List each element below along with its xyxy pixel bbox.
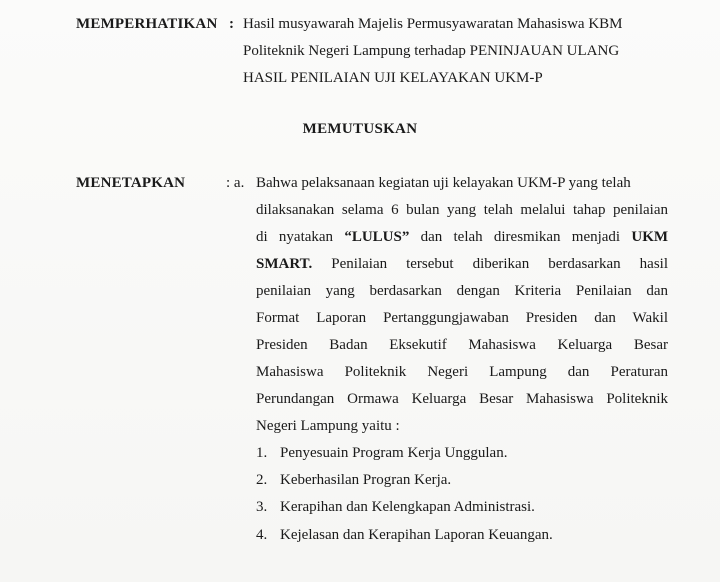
line4-rest: Penilaian tersebut diberikan berdasarkan hasil — [331, 256, 668, 272]
memperhatikan-line-1: Hasil musyawarah Majelis Permusyawaratan Mahasiswa KBM — [243, 16, 623, 32]
list-item-number: 1. — [256, 445, 268, 461]
line3-pre: di nyatakan — [256, 229, 334, 245]
memperhatikan-label: MEMPERHATIKAN — [76, 16, 218, 32]
menetapkan-label: MENETAPKAN — [76, 175, 186, 191]
memutuskan-heading: MEMUTUSKAN — [302, 121, 418, 137]
menetapkan-line-9: Perundangan Ormawa Keluarga Besar Mahasiswa Politeknik — [256, 391, 668, 407]
list-item-text: Penyesuain Program Kerja Unggulan. — [280, 445, 508, 461]
line3-mid: dan telah diresmikan menjadi — [420, 229, 621, 245]
lulus-text: “LULUS” — [344, 229, 410, 245]
menetapkan-colon-item: : a. — [226, 175, 245, 191]
smart-text: SMART. — [256, 256, 313, 272]
memperhatikan-line-2: Politeknik Negeri Lampung terhadap PENINJAUAN ULANG — [243, 43, 620, 59]
menetapkan-line-7: Presiden Badan Eksekutif Mahasiswa Keluarga Besar — [256, 337, 668, 353]
menetapkan-line-4 — [256, 256, 668, 273]
menetapkan-line-8: Mahasiswa Politeknik Negeri Lampung dan Peraturan — [256, 364, 668, 380]
menetapkan-line-5: penilaian yang berdasarkan dengan Kriteria Penilaian dan — [256, 283, 668, 299]
menetapkan-line-10: Negeri Lampung yaitu : — [256, 418, 400, 434]
list-item-number: 3. — [256, 499, 268, 515]
ukm-text: UKM — [631, 229, 669, 245]
menetapkan-line-3 — [256, 229, 668, 246]
list-item-text: Kejelasan dan Kerapihan Laporan Keuangan. — [280, 527, 553, 543]
list-item-number: 4. — [256, 527, 268, 543]
list-item-number: 2. — [256, 472, 268, 488]
menetapkan-line-1: Bahwa pelaksanaan kegiatan uji kelayakan UKM-P yang telah — [256, 175, 631, 191]
list-item-text: Keberhasilan Progran Kerja. — [280, 472, 452, 488]
menetapkan-line-6: Format Laporan Pertanggungjawaban Presiden dan Wakil — [256, 310, 668, 326]
memperhatikan-line-3: HASIL PENILAIAN UJI KELAYAKAN UKM-P — [243, 70, 543, 86]
memperhatikan-colon: : — [229, 16, 234, 32]
list-item-text: Kerapihan dan Kelengkapan Administrasi. — [280, 499, 535, 515]
menetapkan-line-2: dilaksanakan selama 6 bulan yang telah melalui tahap penilaian — [256, 202, 668, 218]
